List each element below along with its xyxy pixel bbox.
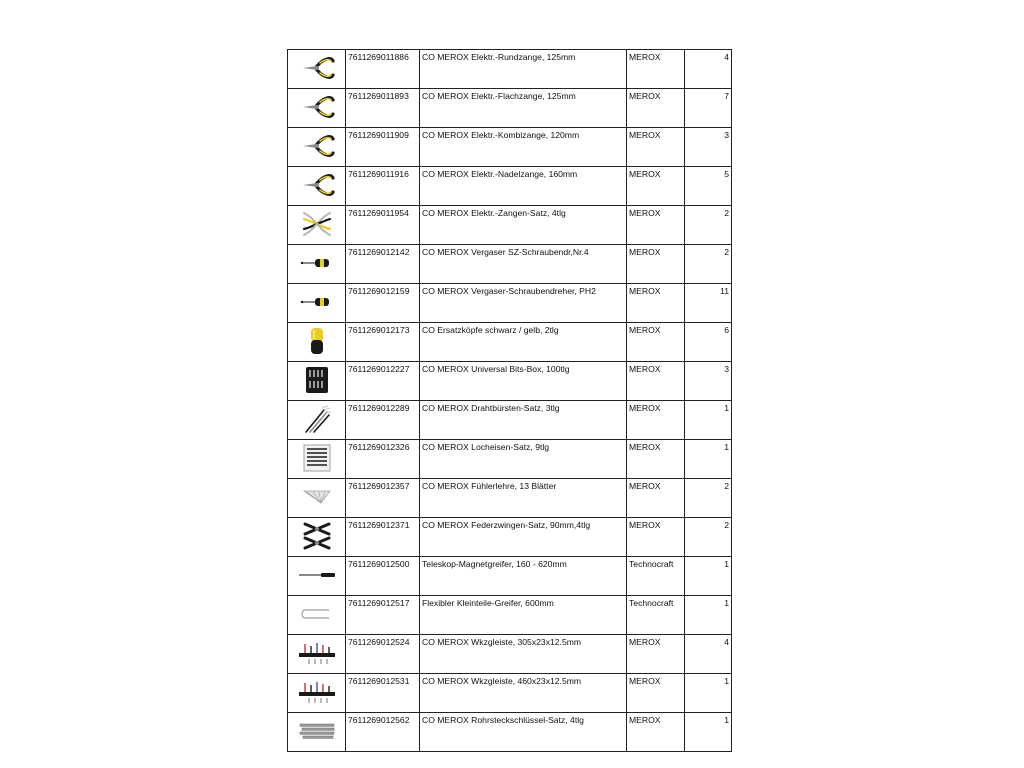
flexible-grabber-icon [288, 596, 345, 632]
quantity-cell: 5 [685, 167, 732, 206]
quantity-cell: 2 [685, 518, 732, 557]
table-row [288, 713, 732, 752]
table-row [288, 635, 732, 674]
brand-cell: MEROX [627, 323, 685, 362]
table-row [288, 128, 732, 167]
product-image-cell [288, 323, 346, 362]
ean-cell: 7611269012227 [346, 362, 420, 401]
ean-cell: 7611269012357 [346, 479, 420, 518]
ean-cell: 7611269012371 [346, 518, 420, 557]
table-row [288, 245, 732, 284]
product-image-cell [288, 479, 346, 518]
quantity-cell: 7 [685, 89, 732, 128]
table-row [288, 479, 732, 518]
quantity-cell: 4 [685, 635, 732, 674]
brand-cell: MEROX [627, 50, 685, 89]
quantity-cell: 11 [685, 284, 732, 323]
product-image-cell [288, 362, 346, 401]
product-name-cell: CO MEROX Wkzgleiste, 460x23x12.5mm [420, 674, 627, 713]
ean-cell: 7611269012500 [346, 557, 420, 596]
quantity-cell: 2 [685, 206, 732, 245]
ean-cell: 7611269012289 [346, 401, 420, 440]
product-image-cell [288, 245, 346, 284]
ean-cell: 7611269011893 [346, 89, 420, 128]
pliers-icon [288, 167, 345, 203]
product-name-cell: Flexibler Kleinteile-Greifer, 600mm [420, 596, 627, 635]
brand-cell: MEROX [627, 362, 685, 401]
quantity-cell: 1 [685, 674, 732, 713]
brand-cell: MEROX [627, 167, 685, 206]
product-image-cell [288, 518, 346, 557]
screwdriver-icon [288, 245, 345, 281]
product-image-cell [288, 50, 346, 89]
ean-cell: 7611269012173 [346, 323, 420, 362]
brand-cell: MEROX [627, 284, 685, 323]
brand-cell: MEROX [627, 635, 685, 674]
product-image-cell [288, 635, 346, 674]
product-name-cell: CO MEROX Elektr.-Zangen-Satz, 4tlg [420, 206, 627, 245]
brand-cell: MEROX [627, 440, 685, 479]
product-image-cell [288, 440, 346, 479]
brand-cell: MEROX [627, 518, 685, 557]
table-row [288, 206, 732, 245]
table-row [288, 89, 732, 128]
quantity-cell: 2 [685, 479, 732, 518]
product-image-cell [288, 674, 346, 713]
spring-clamps-icon [288, 518, 345, 554]
quantity-cell: 1 [685, 440, 732, 479]
ean-cell: 7611269011886 [346, 50, 420, 89]
ean-cell: 7611269012159 [346, 284, 420, 323]
product-name-cell: CO Ersatzköpfe schwarz / gelb, 2tlg [420, 323, 627, 362]
brand-cell: MEROX [627, 89, 685, 128]
ean-cell: 7611269012562 [346, 713, 420, 752]
quantity-cell: 4 [685, 50, 732, 89]
product-name-cell: CO MEROX Universal Bits-Box, 100tlg [420, 362, 627, 401]
inventory-sheet [287, 49, 729, 752]
brand-cell: Technocraft [627, 557, 685, 596]
screwdriver-icon [288, 284, 345, 320]
product-name-cell: CO MEROX Elektr.-Flachzange, 125mm [420, 89, 627, 128]
product-name-cell: Teleskop-Magnetgreifer, 160 - 620mm [420, 557, 627, 596]
pliers-icon [288, 89, 345, 125]
tube-wrench-set-icon [288, 713, 345, 749]
product-name-cell: CO MEROX Elektr.-Rundzange, 125mm [420, 50, 627, 89]
table-row [288, 518, 732, 557]
magnetic-pickup-icon [288, 557, 345, 593]
ean-cell: 7611269012326 [346, 440, 420, 479]
table-row [288, 557, 732, 596]
product-image-cell [288, 596, 346, 635]
hole-punch-set-icon [288, 440, 345, 476]
product-name-cell: CO MEROX Drahtbürsten-Satz, 3tlg [420, 401, 627, 440]
product-image-cell [288, 206, 346, 245]
table-row [288, 362, 732, 401]
wire-brush-icon [288, 401, 345, 437]
product-image-cell [288, 284, 346, 323]
product-name-cell: CO MEROX Elektr.-Kombizange, 120mm [420, 128, 627, 167]
table-row [288, 50, 732, 89]
ean-cell: 7611269012517 [346, 596, 420, 635]
ean-cell: 7611269011909 [346, 128, 420, 167]
product-image-cell [288, 557, 346, 596]
brand-cell: MEROX [627, 401, 685, 440]
table-row [288, 284, 732, 323]
ean-cell: 7611269012531 [346, 674, 420, 713]
product-image-cell [288, 89, 346, 128]
product-image-cell [288, 128, 346, 167]
table-row [288, 167, 732, 206]
brand-cell: Technocraft [627, 596, 685, 635]
product-image-cell [288, 401, 346, 440]
table-row [288, 401, 732, 440]
product-name-cell: CO MEROX Rohrsteckschlüssel-Satz, 4tlg [420, 713, 627, 752]
brand-cell: MEROX [627, 479, 685, 518]
ean-cell: 7611269012524 [346, 635, 420, 674]
brand-cell: MEROX [627, 245, 685, 284]
quantity-cell: 3 [685, 362, 732, 401]
product-name-cell: CO MEROX Locheisen-Satz, 9tlg [420, 440, 627, 479]
product-image-cell [288, 713, 346, 752]
quantity-cell: 1 [685, 713, 732, 752]
inventory-table [287, 49, 732, 752]
product-name-cell: CO MEROX Vergaser SZ-Schraubendr,Nr.4 [420, 245, 627, 284]
quantity-cell: 1 [685, 596, 732, 635]
product-name-cell: CO MEROX Fühlerlehre, 13 Blätter [420, 479, 627, 518]
brand-cell: MEROX [627, 206, 685, 245]
brand-cell: MEROX [627, 128, 685, 167]
quantity-cell: 6 [685, 323, 732, 362]
quantity-cell: 1 [685, 401, 732, 440]
table-row [288, 596, 732, 635]
table-row [288, 440, 732, 479]
quantity-cell: 3 [685, 128, 732, 167]
product-name-cell: CO MEROX Elektr.-Nadelzange, 160mm [420, 167, 627, 206]
tool-rail-icon [288, 635, 345, 671]
pliers-icon [288, 50, 345, 86]
pliers-icon [288, 128, 345, 164]
feeler-gauge-icon [288, 479, 345, 515]
product-name-cell: CO MEROX Vergaser-Schraubendreher, PH2 [420, 284, 627, 323]
quantity-cell: 1 [685, 557, 732, 596]
product-name-cell: CO MEROX Federzwingen-Satz, 90mm,4tlg [420, 518, 627, 557]
pliers-set-icon [288, 206, 345, 242]
quantity-cell: 2 [685, 245, 732, 284]
tool-rail-icon [288, 674, 345, 710]
ean-cell: 7611269012142 [346, 245, 420, 284]
bits-box-icon [288, 362, 345, 398]
product-image-cell [288, 167, 346, 206]
ean-cell: 7611269011954 [346, 206, 420, 245]
table-row [288, 323, 732, 362]
inventory-table-body [288, 50, 732, 752]
table-row [288, 674, 732, 713]
ean-cell: 7611269011916 [346, 167, 420, 206]
brand-cell: MEROX [627, 674, 685, 713]
brand-cell: MEROX [627, 713, 685, 752]
replacement-heads-icon [288, 323, 345, 359]
product-name-cell: CO MEROX Wkzgleiste, 305x23x12.5mm [420, 635, 627, 674]
